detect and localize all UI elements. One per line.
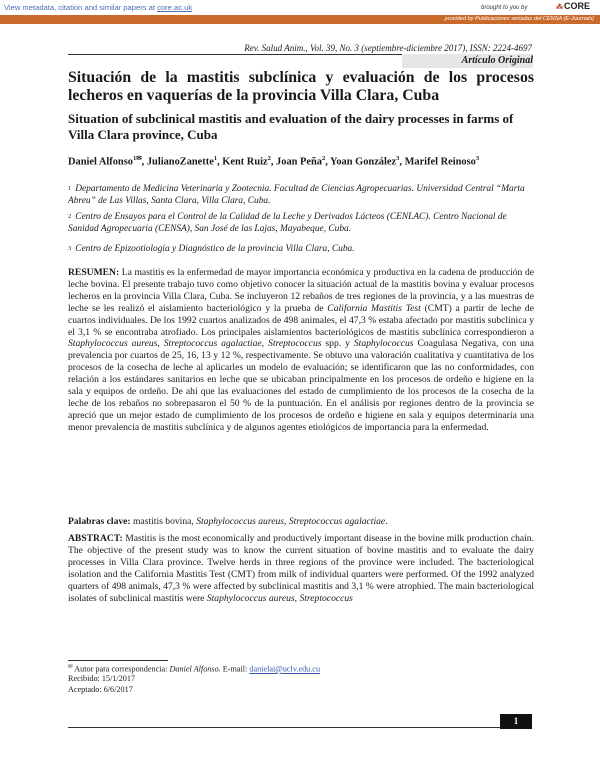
author-affiliation-mark: 1	[213, 155, 218, 162]
title-spanish: Situación de la mastitis subclínica y evaluación de los procesos lecheros en vaquerías de la provincia Villa Clara, Cuba	[68, 69, 534, 104]
keywords-label: Palabras clave:	[68, 516, 131, 527]
journal-reference: Rev. Salud Anim., Vol. 39, No. 3 (septiembre-diciembre 2017), ISSN: 2224-4697	[244, 43, 532, 53]
email-link[interactable]: danielai@uclv.edu.cu	[249, 664, 321, 674]
core-metadata-link[interactable]: View metadata, citation and similar papers at core.ac.uk	[4, 3, 193, 12]
received-date: Recibido: 15/1/2017	[68, 674, 136, 683]
author: Kent Ruiz	[222, 156, 268, 168]
accepted-date: Aceptado: 6/6/2017	[68, 685, 133, 694]
author-affiliation-mark: 3	[396, 155, 400, 162]
author-affiliation-mark: 2	[321, 155, 326, 162]
resumen-label: RESUMEN:	[68, 267, 120, 278]
author-affiliation-mark: 3	[475, 155, 480, 162]
author: Yoan González	[330, 156, 397, 168]
author: Joan Peña	[276, 156, 322, 168]
section-tag: Artículo Original	[402, 54, 533, 68]
envelope-icon: ✉	[68, 664, 73, 670]
author: Daniel Alfonso	[68, 156, 133, 168]
affiliation-3: $^3$ Centro de Epizootiología y Diagnóstico de la provincia Villa Clara, Cuba.	[68, 244, 355, 254]
author-affiliation-mark: 2	[267, 155, 271, 162]
abstract-label: ABSTRACT:	[68, 533, 123, 544]
corresponding-author-note: ✉ Autor para correspondencia: Daniel Alfonso. E-mail: danielai@uclv.edu.cu	[68, 664, 321, 674]
author-list: Daniel Alfonso$^{1✉}$, JulianoZanette$^1$, Kent Ruiz$^2$, Joan Peña$^2$, Yoan González$^3$, Marifel Reinoso$^3$	[68, 155, 480, 168]
provided-by-text[interactable]: provided by Publicaciones seriadas del CENSA (E-Journals)	[444, 16, 594, 22]
footer-rule	[68, 727, 500, 728]
author: JulianoZanette	[146, 156, 214, 168]
core-site-link[interactable]: core.ac.uk	[157, 3, 193, 12]
affiliation-2: $^2$ Centro de Ensayos para el Control de la Calidad de la Leche y Derivados Lácteos (CENLAC). Centro Nacional de Sanidad Agropecuaria (CENSA), San José de las Lajas, Mayabeque, Cuba.	[68, 212, 507, 234]
footnote-rule	[68, 660, 168, 661]
title-english: Situation of subclinical mastitis and evaluation of the dairy processes in farms of Villa Clara province, Cuba	[68, 111, 514, 142]
affiliation-1: $^1$ Departamento de Medicina Veterinaria y Zootecnia. Facultad de Ciencias Agropecuarias. Universidad Central “Marta Abreu” de Las Villas, Santa Clara, Villa Clara, Cuba.	[68, 184, 525, 206]
brought-to-you-by: brought to you by	[481, 5, 528, 11]
core-logo-icon: ⁂	[556, 4, 563, 11]
resumen-paragraph: RESUMEN: La mastitis es la enfermedad de mayor importancia económica y productiva en la cadena de producción de leche bovina. El presente trabajo tuvo como objetivo conocer la situación actual de la mastitis bovina y evaluar procesos lecheros en la provincia Villa Clara, Cuba. Se incluyeron 12 rebaños de tres regiones de la provincia, y a las muestras de leche se les realizó el aislamiento bacteriológico y la prueba de California Mastitis Test (CMT) a partir de leche de cuartos individuales. De los 1992 cuartos analizados de 498 animales, el 47,3 % estaba afectado por mastitis subclínica y el 3,1 % se encontraba atrofiado. Los principales aislamientos bacteriológicos de mastitis subclínica correspondieron a Staphylococcus aureus, Streptococcus agalactiae, Streptococcus spp. y Staphylococcus Coagulasa Negativa, con una prevalencia por cuartos de 25, 16, 13 y 12 %, respectivamente. Se obtuvo una valoración cualitativa y cuantitativa de los procesos de la cosecha de leche al aplicarles un modelo de evaluación; se identificaron que las no conformidades, con relación a los estándares sanitarios en leche que se ubicaban principalmente en los procesos de ordeño e higiene en la sala y equipos de ordeño. De ahí que las evaluaciones del estado de cumplimiento de los procesos de la cosecha de la leche de los rebaños no sobrepasaron el 50 % de la puntuación. En el análisis por regiones dentro de la provincia se apreció que un mejor estado de cumplimiento de los procesos de ordeño e higiene en sala y equipos determinaría una menor prevalencia de mastitis subclínica y de algunos agentes etiológicos de importancia para la enfermedad.	[68, 267, 535, 433]
abstract-paragraph: ABSTRACT: Mastitis is the most economically and productively important disease in the bovine milk production chain. The objective of the present study was to know the current situation of bovine mastitis and to evaluate the dairy processes in Villa Clara province. Twelve herds in three regions of the province were included. The bacteriological isolation and the California Mastitis Test (CMT) from milk of individual quarters were performed. Of the 1992 analyzed quarters of 498 animals, 47,3 % were affected by subclinical mastitis and 3,1 % were atrophied. The main bacteriological isolates of subclinical mastitis were Staphylococcus aureus, Streptococcus	[68, 533, 534, 604]
page-number: 1	[500, 714, 532, 729]
keywords: Palabras clave: mastitis bovina, Staphylococcus aureus, Streptococcus agalactiae.	[68, 516, 388, 527]
author-affiliation-mark: 1✉	[132, 155, 142, 162]
core-logo[interactable]: ⁂CORE	[556, 1, 591, 11]
author: Marifel Reinoso	[404, 156, 476, 168]
